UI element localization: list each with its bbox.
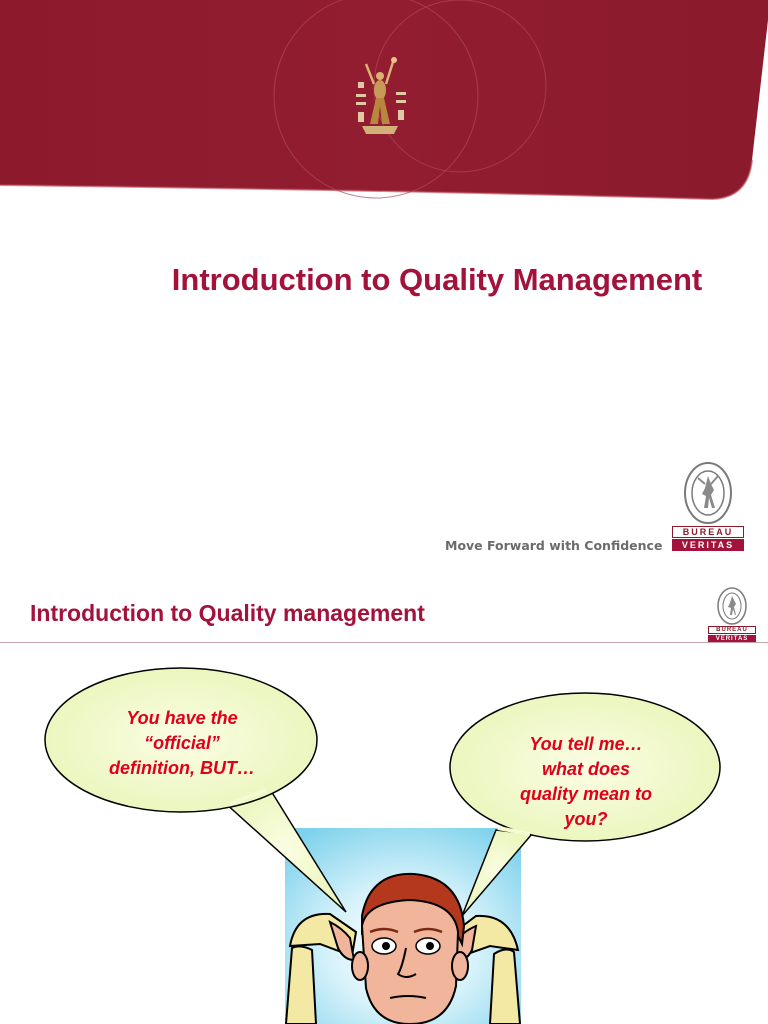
header-banner [0, 0, 768, 205]
logo-label-top: BUREAU [708, 626, 756, 634]
tagline: Move Forward with Confidence [445, 538, 663, 553]
logo-label-bottom: VERITAS [672, 539, 744, 551]
slide-title: Introduction to Quality management [30, 600, 425, 626]
seal-icon [672, 460, 744, 526]
logo-label-bottom: VERITAS [708, 635, 756, 643]
slide-title: Introduction to Quality Management [171, 262, 703, 297]
bureau-veritas-logo [672, 460, 744, 552]
left-bubble-text: You have the “official” definition, BUT… [109, 708, 255, 778]
logo-label-top: BUREAU [672, 526, 744, 538]
right-bubble-text: You tell me… what does quality mean to you? [519, 734, 653, 829]
content-slide [0, 576, 768, 1024]
